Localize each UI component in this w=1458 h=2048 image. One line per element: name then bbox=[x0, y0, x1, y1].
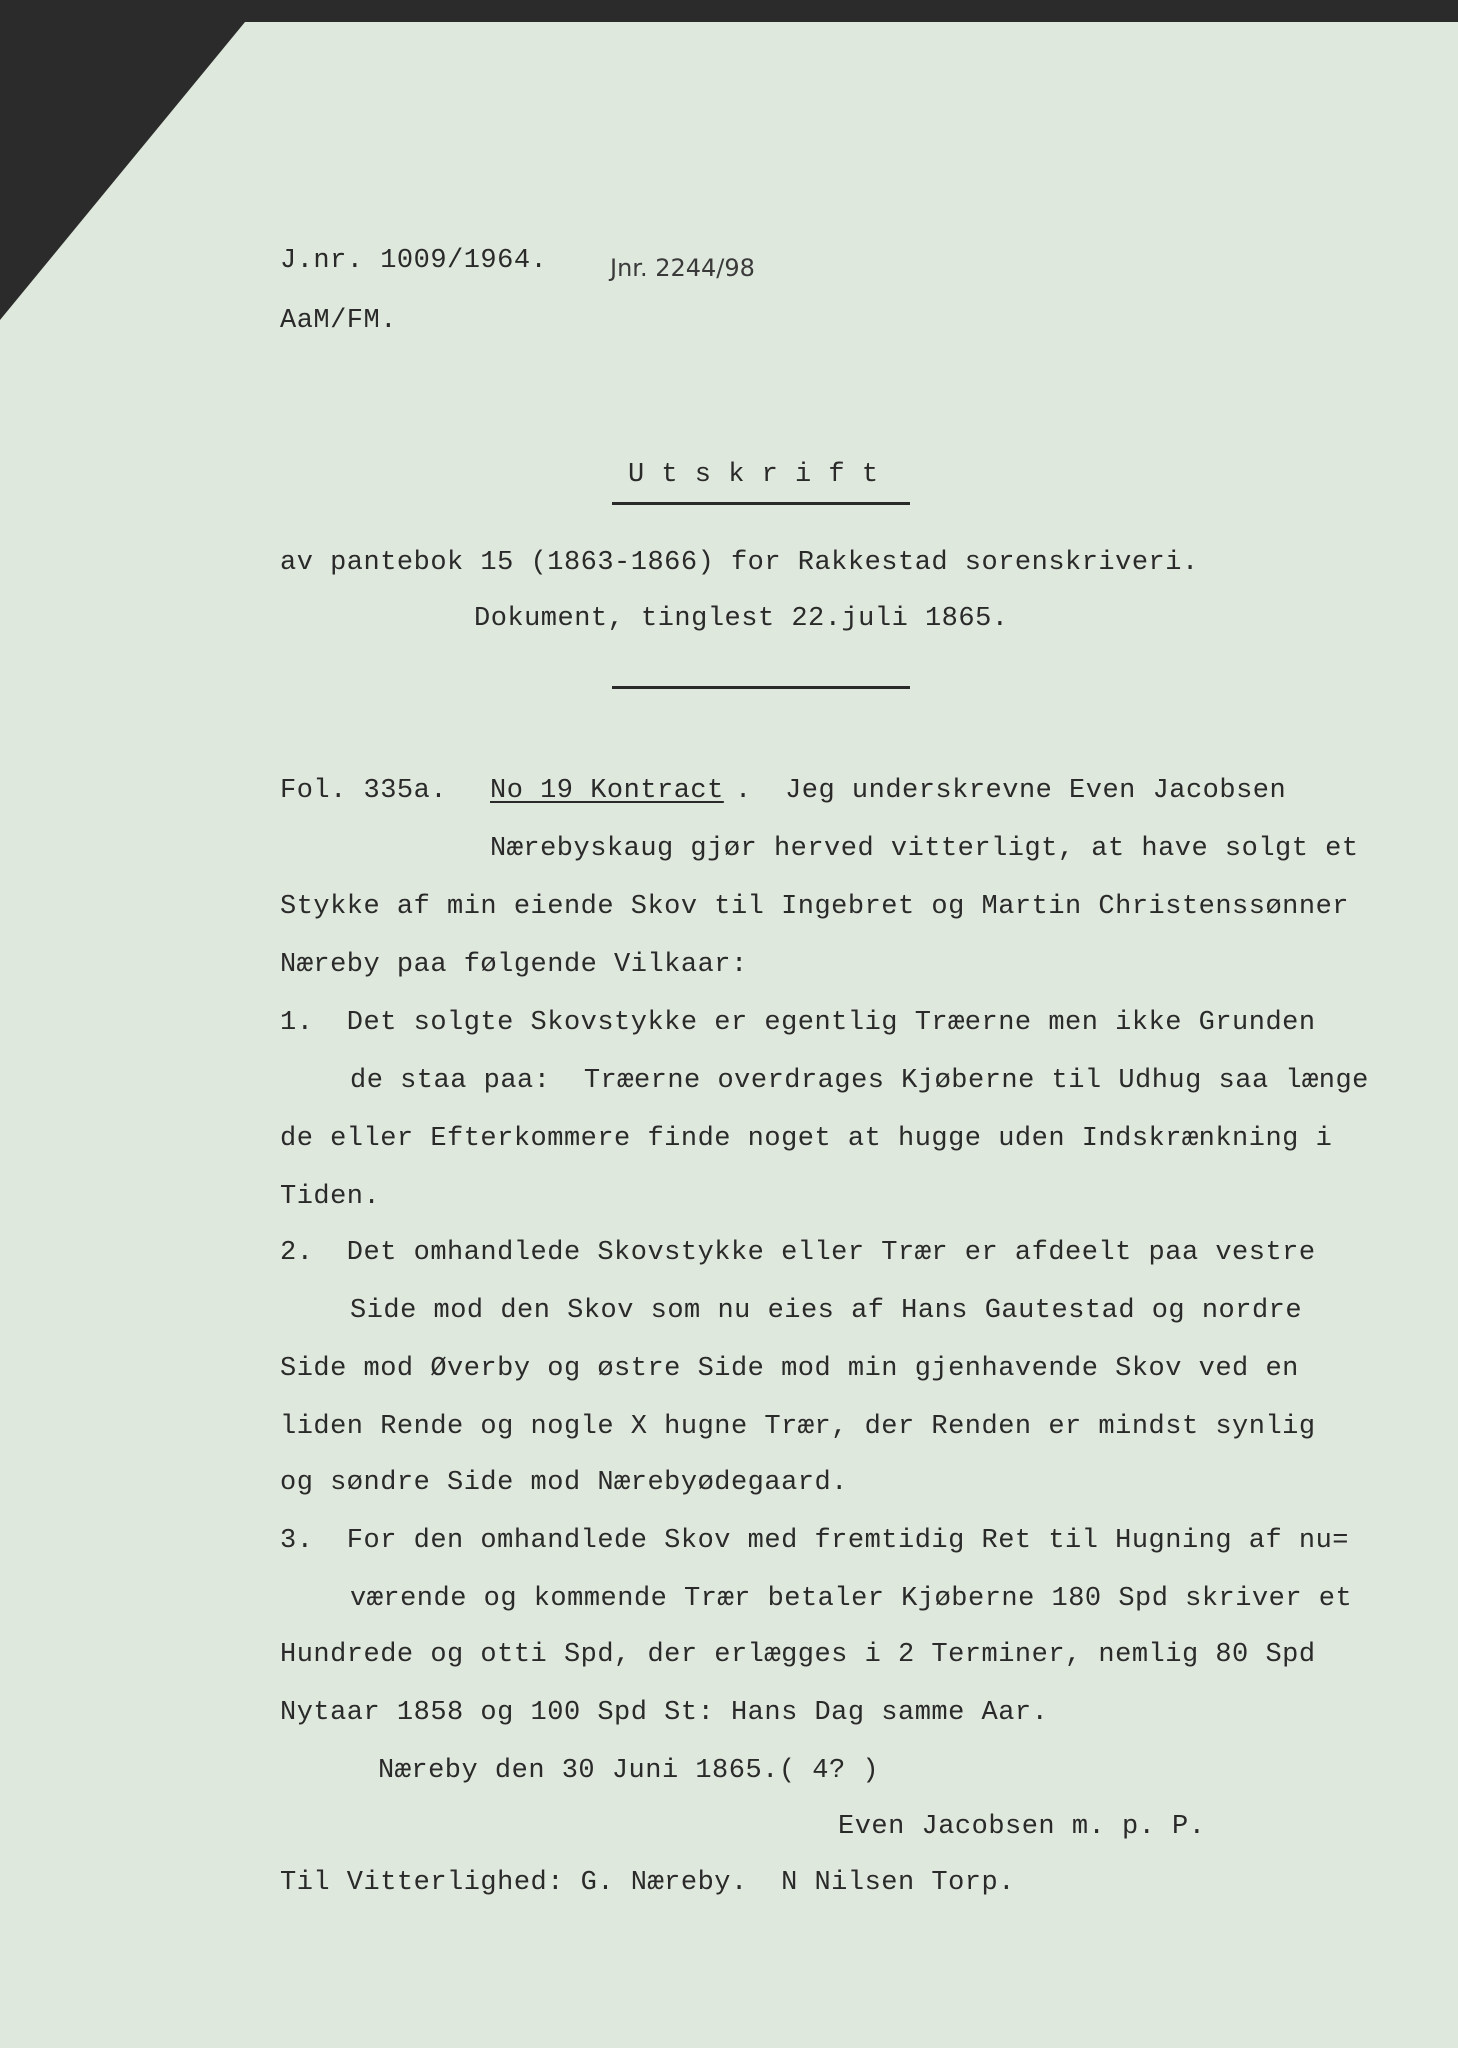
contract-number: No 19 Kontract bbox=[490, 776, 724, 806]
source-line-1: av pantebok 15 (1863-1866) for Rakkestad sorenskriveri. bbox=[280, 548, 1199, 578]
section-divider bbox=[612, 686, 910, 689]
body-line: liden Rende og nogle X hugne Trær, der Renden er mindst synlig bbox=[280, 1412, 1316, 1442]
body-line: Tiden. bbox=[280, 1182, 381, 1212]
body-line: Side mod den Skov som nu eies af Hans Gautestad og nordre bbox=[350, 1296, 1303, 1326]
journal-number: J.nr. 1009/1964. bbox=[280, 246, 548, 276]
body-line: værende og kommende Trær betaler Kjøberne 180 Spd skriver et bbox=[350, 1584, 1353, 1614]
body-line: Side mod Øverby og østre Side mod min gjenhavende Skov ved en bbox=[280, 1354, 1299, 1384]
body-line: de eller Efterkommere finde noget at hugge uden Indskrænkning i bbox=[280, 1124, 1333, 1154]
date-line: Næreby den 30 Juni 1865.( 4? ) bbox=[378, 1756, 880, 1786]
body-line: de staa paa: Træerne overdrages Kjøberne til Udhug saa længe bbox=[350, 1066, 1369, 1096]
initials: AaM/FM. bbox=[280, 306, 397, 336]
body-line: 2. Det omhandlede Skovstykke eller Trær er afdeelt paa vestre bbox=[280, 1238, 1316, 1268]
source-line-2: Dokument, tinglest 22.juli 1865. bbox=[474, 604, 1009, 634]
document-title: U t s k r i f t bbox=[628, 460, 879, 490]
body-line: 3. For den omhandlede Skov med fremtidig Ret til Hugning af nu= bbox=[280, 1526, 1349, 1556]
body-line: Næreby paa følgende Vilkaar: bbox=[280, 950, 748, 980]
handwritten-journal-number: Jnr. 2244/98 bbox=[610, 254, 755, 282]
body-line: Nærebyskaug gjør herved vitterligt, at have solgt et bbox=[490, 834, 1359, 864]
body-line: og søndre Side mod Nærebyødegaard. bbox=[280, 1468, 848, 1498]
title-underline bbox=[612, 502, 910, 505]
body-line: 1. Det solgte Skovstykke er egentlig Træerne men ikke Grunden bbox=[280, 1008, 1316, 1038]
body-line: Stykke af min eiende Skov til Ingebret og Martin Christenssønner bbox=[280, 892, 1349, 922]
body-line: Nytaar 1858 og 100 Spd St: Hans Dag samme Aar. bbox=[280, 1698, 1049, 1728]
body-line: Hundrede og otti Spd, der erlægges i 2 Terminer, nemlig 80 Spd bbox=[280, 1640, 1316, 1670]
intro-line: . Jeg underskrevne Even Jacobsen bbox=[735, 776, 1287, 806]
signature-line: Even Jacobsen m. p. P. bbox=[838, 1812, 1206, 1842]
folio: Fol. 335a. bbox=[280, 776, 448, 806]
witness-line: Til Vitterlighed: G. Næreby. N Nilsen Torp. bbox=[280, 1868, 1015, 1898]
